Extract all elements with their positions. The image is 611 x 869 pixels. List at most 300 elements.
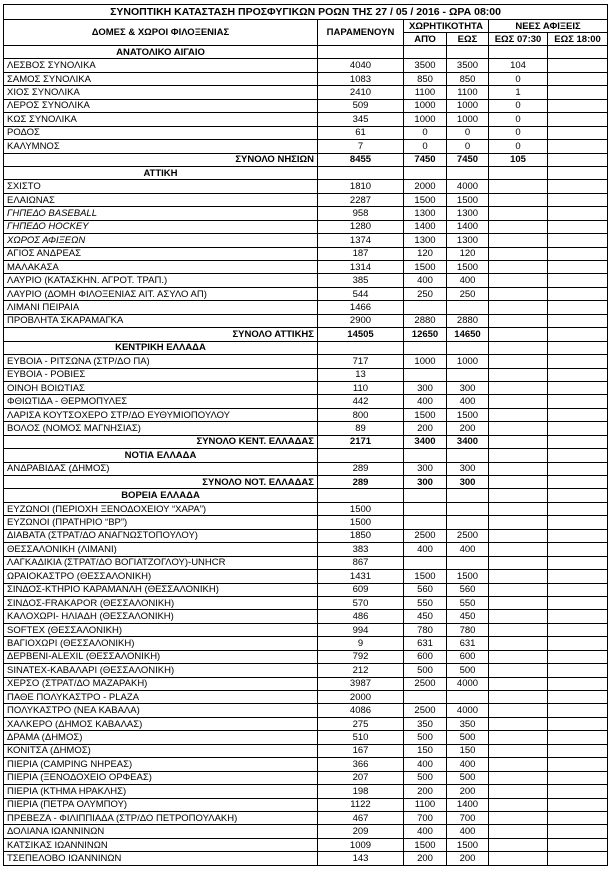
remaining-cell: 13 — [318, 368, 404, 381]
arrivals-1800-cell — [548, 838, 608, 851]
capacity-from-cell: 1100 — [404, 798, 447, 811]
capacity-to-cell: 400 — [447, 758, 489, 771]
arrivals-1800-cell — [548, 691, 608, 704]
table-row — [4, 314, 608, 327]
remaining-cell: 209 — [318, 825, 404, 838]
capacity-from-cell: 350 — [404, 717, 447, 730]
capacity-to-cell — [447, 489, 489, 502]
remaining-cell — [318, 166, 404, 179]
capacity-to-cell — [447, 166, 489, 179]
arrivals-0730-cell — [489, 207, 548, 220]
arrivals-1800-cell — [548, 570, 608, 583]
arrivals-1800-cell — [548, 852, 608, 865]
arrivals-1800-cell — [548, 261, 608, 274]
remaining-cell: 800 — [318, 408, 404, 421]
arrivals-1800-cell — [548, 368, 608, 381]
capacity-from-cell: 500 — [404, 771, 447, 784]
capacity-from-cell: 1500 — [404, 838, 447, 851]
capacity-from-cell: 1500 — [404, 570, 447, 583]
arrivals-1800-cell — [548, 664, 608, 677]
capacity-to-cell: 14650 — [447, 328, 489, 341]
refugee-flows-table — [3, 4, 608, 866]
remaining-cell — [318, 341, 404, 354]
capacity-from-cell: 120 — [404, 247, 447, 260]
remaining-cell: 2171 — [318, 435, 404, 448]
capacity-from-cell: 1100 — [404, 86, 447, 99]
remaining-cell: 509 — [318, 99, 404, 112]
table-row — [4, 731, 608, 744]
remaining-cell: 994 — [318, 623, 404, 636]
column-header-remaining: ΠΑΡΑΜΕΝΟΥΝ — [318, 20, 404, 46]
capacity-from-cell: 3400 — [404, 435, 447, 448]
capacity-from-cell: 300 — [404, 476, 447, 489]
capacity-to-cell: 0 — [447, 126, 489, 139]
arrivals-1800-cell — [548, 408, 608, 421]
arrivals-1800-cell — [548, 502, 608, 515]
remaining-cell: 609 — [318, 583, 404, 596]
remaining-cell: 366 — [318, 758, 404, 771]
total-label: ΣΥΝΟΛΟ ΝΟΤ. ΕΛΛΑΔΑΣ — [4, 476, 318, 489]
capacity-from-cell: 150 — [404, 744, 447, 757]
remaining-cell: 61 — [318, 126, 404, 139]
remaining-cell: 2900 — [318, 314, 404, 327]
capacity-from-cell: 2500 — [404, 529, 447, 542]
table-row — [4, 368, 608, 381]
arrivals-0730-cell — [489, 825, 548, 838]
arrivals-0730-cell: 105 — [489, 153, 548, 166]
arrivals-0730-cell — [489, 328, 548, 341]
capacity-to-cell: 350 — [447, 717, 489, 730]
table-row — [4, 86, 608, 99]
capacity-to-cell: 200 — [447, 852, 489, 865]
remaining-cell: 2287 — [318, 193, 404, 206]
table-row — [4, 193, 608, 206]
table-row — [4, 207, 608, 220]
arrivals-1800-cell — [548, 126, 608, 139]
capacity-to-cell: 780 — [447, 623, 489, 636]
facility-name-cell: ΠΡΕΒΕΖΑ - ΦΙΛΙΠΠΙΑΔΑ (ΣΤΡ/ΔΟ ΠΕΤΡΟΠΟΥΛΑΚΗ) — [4, 811, 318, 824]
capacity-to-cell: 400 — [447, 274, 489, 287]
total-row — [4, 476, 608, 489]
arrivals-1800-cell — [548, 704, 608, 717]
capacity-to-cell: 1000 — [447, 113, 489, 126]
capacity-to-cell: 450 — [447, 610, 489, 623]
capacity-from-cell: 300 — [404, 462, 447, 475]
remaining-cell: 1122 — [318, 798, 404, 811]
arrivals-0730-cell — [489, 785, 548, 798]
table-row — [4, 744, 608, 757]
table-row — [4, 274, 608, 287]
table-row — [4, 758, 608, 771]
capacity-from-cell — [404, 449, 447, 462]
capacity-from-cell: 400 — [404, 758, 447, 771]
facility-name-cell: ΛΑΥΡΙΟ (ΚΑΤΑΣΚΗΝ. ΑΓΡΟΤ. ΤΡΑΠ.) — [4, 274, 318, 287]
arrivals-0730-cell — [489, 381, 548, 394]
arrivals-1800-cell — [548, 489, 608, 502]
arrivals-0730-cell: 0 — [489, 99, 548, 112]
total-row — [4, 328, 608, 341]
facility-name-cell: ΚΑΤΣΙΚΑΣ ΙΩΑΝΝΙΝΩΝ — [4, 838, 318, 851]
arrivals-0730-cell — [489, 274, 548, 287]
arrivals-0730-cell — [489, 193, 548, 206]
capacity-from-cell — [404, 691, 447, 704]
capacity-from-cell — [404, 489, 447, 502]
remaining-cell: 1280 — [318, 220, 404, 233]
arrivals-0730-cell: 0 — [489, 113, 548, 126]
facility-name-cell: ΦΘΙΩΤΙΔΑ - ΘΕΡΜΟΠΥΛΕΣ — [4, 395, 318, 408]
capacity-to-cell — [447, 556, 489, 569]
arrivals-1800-cell — [548, 328, 608, 341]
facility-name-cell: ΓΗΠΕΔΟ BASEBALL — [4, 207, 318, 220]
arrivals-1800-cell — [548, 381, 608, 394]
section-label: ΚΕΝΤΡΙΚΗ ΕΛΛΑΔΑ — [4, 341, 318, 354]
facility-name-cell: ΩΡΑΙΟΚΑΣΤΡΟ (ΘΕΣΣΑΛΟΝΙΚΗ) — [4, 570, 318, 583]
facility-name-cell: ΛΑΓΚΑΔΙΚΙΑ (ΣΤΡΑΤ/ΔΟ ΒΟΓΙΑΤΖΟΓΛΟΥ)-UNHCR — [4, 556, 318, 569]
arrivals-0730-cell — [489, 570, 548, 583]
facility-name-cell: ΣΧΙΣΤΟ — [4, 180, 318, 193]
remaining-cell: 345 — [318, 113, 404, 126]
facility-name-cell: ΕΥΒΟΙΑ - ΡΟΒΙΕΣ — [4, 368, 318, 381]
capacity-to-cell: 1400 — [447, 220, 489, 233]
capacity-from-cell: 1000 — [404, 113, 447, 126]
capacity-to-cell: 120 — [447, 247, 489, 260]
capacity-to-cell: 1500 — [447, 570, 489, 583]
capacity-to-cell — [447, 449, 489, 462]
column-header-facilities: ΔΟΜΕΣ & ΧΩΡΟΙ ΦΙΛΟΞΕΝΙΑΣ — [4, 20, 318, 46]
remaining-cell: 187 — [318, 247, 404, 260]
table-row — [4, 126, 608, 139]
capacity-from-cell: 0 — [404, 126, 447, 139]
capacity-from-cell: 1500 — [404, 261, 447, 274]
capacity-to-cell: 850 — [447, 72, 489, 85]
arrivals-0730-cell — [489, 623, 548, 636]
arrivals-0730-cell — [489, 744, 548, 757]
arrivals-1800-cell — [548, 355, 608, 368]
arrivals-0730-cell — [489, 731, 548, 744]
table-row — [4, 355, 608, 368]
arrivals-1800-cell — [548, 449, 608, 462]
arrivals-1800-cell — [548, 798, 608, 811]
total-label: ΣΥΝΟΛΟ ΝΗΣΙΩΝ — [4, 153, 318, 166]
total-row — [4, 435, 608, 448]
table-row — [4, 825, 608, 838]
facility-name-cell: ΠΡΟΒΛΗΤΑ ΣΚΑΡΑΜΑΓΚΑ — [4, 314, 318, 327]
facility-name-cell: ΚΟΝΙΤΣΑ (ΔΗΜΟΣ) — [4, 744, 318, 757]
arrivals-1800-cell — [548, 825, 608, 838]
remaining-cell: 7 — [318, 140, 404, 153]
remaining-cell: 289 — [318, 476, 404, 489]
remaining-cell: 867 — [318, 556, 404, 569]
facility-name-cell: ΠΙΕΡΙΑ (CAMPING ΝΗΡΕΑΣ) — [4, 758, 318, 771]
capacity-to-cell: 1100 — [447, 86, 489, 99]
remaining-cell: 198 — [318, 785, 404, 798]
table-row — [4, 529, 608, 542]
column-header-capacity-from: ΑΠΌ — [404, 33, 447, 46]
remaining-cell: 9 — [318, 637, 404, 650]
table-row — [4, 247, 608, 260]
arrivals-1800-cell — [548, 72, 608, 85]
table-row — [4, 113, 608, 126]
table-row — [4, 261, 608, 274]
remaining-cell: 212 — [318, 664, 404, 677]
remaining-cell: 207 — [318, 771, 404, 784]
facility-name-cell: ΠΙΕΡΙΑ (ΠΕΤΡΑ ΟΛΥΜΠΟΥ) — [4, 798, 318, 811]
arrivals-0730-cell — [489, 543, 548, 556]
capacity-from-cell: 1300 — [404, 234, 447, 247]
capacity-from-cell: 400 — [404, 274, 447, 287]
arrivals-0730-cell — [489, 408, 548, 421]
arrivals-0730-cell — [489, 314, 548, 327]
remaining-cell: 1083 — [318, 72, 404, 85]
capacity-from-cell: 0 — [404, 140, 447, 153]
capacity-to-cell — [447, 502, 489, 515]
capacity-from-cell: 200 — [404, 422, 447, 435]
remaining-cell: 14505 — [318, 328, 404, 341]
capacity-to-cell: 500 — [447, 731, 489, 744]
remaining-cell: 1500 — [318, 516, 404, 529]
remaining-cell: 1810 — [318, 180, 404, 193]
arrivals-0730-cell — [489, 771, 548, 784]
capacity-to-cell: 150 — [447, 744, 489, 757]
arrivals-1800-cell — [548, 556, 608, 569]
arrivals-0730-cell — [489, 368, 548, 381]
arrivals-1800-cell — [548, 234, 608, 247]
arrivals-1800-cell — [548, 153, 608, 166]
capacity-from-cell: 400 — [404, 825, 447, 838]
facility-name-cell: ΚΑΛΟΧΩΡΙ- ΗΛΙΑΔΗ (ΘΕΣΣΑΛΟΝΙΚΗ) — [4, 610, 318, 623]
arrivals-1800-cell — [548, 59, 608, 72]
arrivals-0730-cell — [489, 247, 548, 260]
table-row — [4, 234, 608, 247]
arrivals-0730-cell — [489, 395, 548, 408]
facility-name-cell: ΠΑΘΕ ΠΟΛΥΚΑΣΤΡΟ - PLAZA — [4, 691, 318, 704]
section-header-row — [4, 166, 608, 179]
capacity-from-cell: 1500 — [404, 408, 447, 421]
arrivals-0730-cell — [489, 220, 548, 233]
arrivals-0730-cell — [489, 180, 548, 193]
remaining-cell: 1850 — [318, 529, 404, 542]
capacity-to-cell: 300 — [447, 381, 489, 394]
table-row — [4, 691, 608, 704]
arrivals-1800-cell — [548, 771, 608, 784]
arrivals-0730-cell — [489, 610, 548, 623]
arrivals-1800-cell — [548, 637, 608, 650]
remaining-cell: 167 — [318, 744, 404, 757]
capacity-to-cell: 200 — [447, 785, 489, 798]
facility-name-cell: ΒΟΛΟΣ (ΝΟΜΟΣ ΜΑΓΝΗΣΙΑΣ) — [4, 422, 318, 435]
capacity-from-cell: 3500 — [404, 59, 447, 72]
facility-name-cell: ΛΕΡΟΣ ΣΥΝΟΛΙΚΑ — [4, 99, 318, 112]
capacity-from-cell: 1500 — [404, 193, 447, 206]
arrivals-1800-cell — [548, 46, 608, 59]
facility-name-cell: ΔΡΑΜΑ (ΔΗΜΟΣ) — [4, 731, 318, 744]
facility-name-cell: ΧΕΡΣΟ (ΣΤΡΑΤ/ΔΟ ΜΑΖΑΡΑΚΗ) — [4, 677, 318, 690]
facility-name-cell: ΚΑΛΥΜΝΟΣ — [4, 140, 318, 153]
arrivals-1800-cell — [548, 677, 608, 690]
arrivals-1800-cell — [548, 717, 608, 730]
capacity-from-cell — [404, 368, 447, 381]
table-row — [4, 717, 608, 730]
table-row — [4, 637, 608, 650]
remaining-cell: 89 — [318, 422, 404, 435]
remaining-cell: 4040 — [318, 59, 404, 72]
capacity-from-cell: 500 — [404, 664, 447, 677]
section-header-row — [4, 489, 608, 502]
arrivals-1800-cell — [548, 744, 608, 757]
arrivals-1800-cell — [548, 516, 608, 529]
arrivals-0730-cell — [489, 449, 548, 462]
capacity-to-cell: 1300 — [447, 234, 489, 247]
arrivals-1800-cell — [548, 140, 608, 153]
arrivals-1800-cell — [548, 596, 608, 609]
column-header-arrivals-0730: ΕΩΣ 07:30 — [489, 33, 548, 46]
facility-name-cell: ΜΑΛΑΚΑΣΑ — [4, 261, 318, 274]
capacity-from-cell: 400 — [404, 395, 447, 408]
arrivals-1800-cell — [548, 583, 608, 596]
arrivals-0730-cell — [489, 704, 548, 717]
capacity-to-cell: 2880 — [447, 314, 489, 327]
capacity-to-cell: 300 — [447, 476, 489, 489]
capacity-to-cell — [447, 691, 489, 704]
table-row — [4, 583, 608, 596]
arrivals-0730-cell — [489, 637, 548, 650]
table-row — [4, 811, 608, 824]
remaining-cell: 510 — [318, 731, 404, 744]
facility-name-cell: ΛΕΣΒΟΣ ΣΥΝΟΛΙΚΑ — [4, 59, 318, 72]
arrivals-0730-cell — [489, 301, 548, 314]
capacity-to-cell: 700 — [447, 811, 489, 824]
arrivals-1800-cell — [548, 610, 608, 623]
remaining-cell: 1314 — [318, 261, 404, 274]
capacity-to-cell: 2500 — [447, 529, 489, 542]
facility-name-cell: ΑΝΔΡΑΒΙΔΑΣ (ΔΗΜΟΣ) — [4, 462, 318, 475]
arrivals-0730-cell: 0 — [489, 126, 548, 139]
arrivals-1800-cell — [548, 395, 608, 408]
table-row — [4, 395, 608, 408]
capacity-to-cell: 1500 — [447, 261, 489, 274]
arrivals-0730-cell — [489, 166, 548, 179]
remaining-cell — [318, 46, 404, 59]
remaining-cell: 4086 — [318, 704, 404, 717]
capacity-from-cell — [404, 502, 447, 515]
capacity-from-cell: 500 — [404, 731, 447, 744]
arrivals-0730-cell — [489, 435, 548, 448]
arrivals-0730-cell: 0 — [489, 72, 548, 85]
capacity-from-cell: 1400 — [404, 220, 447, 233]
facility-name-cell: ΠΙΕΡΙΑ (ΞΕΝΟΔΟΧΕΙΟ ΟΡΦΕΑΣ) — [4, 771, 318, 784]
capacity-from-cell: 2500 — [404, 677, 447, 690]
capacity-from-cell: 1000 — [404, 355, 447, 368]
arrivals-0730-cell — [489, 462, 548, 475]
table-row — [4, 220, 608, 233]
facility-name-cell: ΤΣΕΠΕΛΟΒΟ ΙΩΑΝΝΙΝΩΝ — [4, 852, 318, 865]
facility-name-cell: ΡΟΔΟΣ — [4, 126, 318, 139]
remaining-cell: 792 — [318, 650, 404, 663]
column-group-capacity: ΧΩΡΗΤΙΚΟΤΗΤΑ — [404, 20, 489, 33]
facility-name-cell: ΧΑΛΚΕΡΟ (ΔΗΜΟΣ ΚΑΒΑΛΑΣ) — [4, 717, 318, 730]
arrivals-0730-cell — [489, 234, 548, 247]
arrivals-1800-cell — [548, 623, 608, 636]
remaining-cell: 143 — [318, 852, 404, 865]
section-header-row — [4, 341, 608, 354]
facility-name-cell: ΔΙΑΒΑΤΑ (ΣΤΡΑΤ/ΔΟ ΑΝΑΓΝΩΣΤΟΠΟΥΛΟΥ) — [4, 529, 318, 542]
remaining-cell: 385 — [318, 274, 404, 287]
remaining-cell: 275 — [318, 717, 404, 730]
capacity-from-cell — [404, 46, 447, 59]
arrivals-0730-cell — [489, 583, 548, 596]
arrivals-0730-cell — [489, 489, 548, 502]
facility-name-cell: ΠΟΛΥΚΑΣΤΡΟ (ΝΕΑ ΚΑΒΑΛΑ) — [4, 704, 318, 717]
facility-name-cell: ΛΙΜΑΝΙ ΠΕΙΡΑΙΑ — [4, 301, 318, 314]
capacity-to-cell: 300 — [447, 462, 489, 475]
table-row — [4, 140, 608, 153]
table-row — [4, 785, 608, 798]
capacity-to-cell: 0 — [447, 140, 489, 153]
arrivals-0730-cell — [489, 355, 548, 368]
facility-name-cell: ΕΥΖΩΝΟΙ (ΠΡΑΤΗΡΙΟ “BP”) — [4, 516, 318, 529]
remaining-cell — [318, 449, 404, 462]
capacity-to-cell — [447, 368, 489, 381]
capacity-to-cell: 4000 — [447, 180, 489, 193]
arrivals-0730-cell — [489, 664, 548, 677]
facility-name-cell: ΛΑΥΡΙΟ (ΔΟΜΗ ΦΙΛΟΞΕΝΙΑΣ ΑΙΤ. ΑΣΥΛΟ ΑΠ) — [4, 287, 318, 300]
capacity-from-cell — [404, 556, 447, 569]
column-header-arrivals-1800: ΕΩΣ 18:00 — [548, 33, 608, 46]
capacity-from-cell: 400 — [404, 543, 447, 556]
remaining-cell: 544 — [318, 287, 404, 300]
facility-name-cell: ΔΟΛΙΑΝΑ ΙΩΑΝΝΙΝΩΝ — [4, 825, 318, 838]
section-header-row — [4, 449, 608, 462]
table-row — [4, 677, 608, 690]
table-row — [4, 610, 608, 623]
capacity-from-cell — [404, 301, 447, 314]
table-row — [4, 59, 608, 72]
facility-name-cell: ΣΑΜΟΣ ΣΥΝΟΛΙΚΑ — [4, 72, 318, 85]
facility-name-cell: ΚΩΣ ΣΥΝΟΛΙΚΑ — [4, 113, 318, 126]
capacity-from-cell: 550 — [404, 596, 447, 609]
capacity-to-cell: 250 — [447, 287, 489, 300]
arrivals-0730-cell — [489, 556, 548, 569]
capacity-to-cell — [447, 46, 489, 59]
table-row — [4, 180, 608, 193]
capacity-from-cell — [404, 166, 447, 179]
facility-name-cell: SOFTEX (ΘΕΣΣΑΛΟΝΙΚΗ) — [4, 623, 318, 636]
table-row — [4, 852, 608, 865]
capacity-from-cell — [404, 341, 447, 354]
arrivals-1800-cell — [548, 314, 608, 327]
remaining-cell: 958 — [318, 207, 404, 220]
arrivals-0730-cell — [489, 46, 548, 59]
total-label: ΣΥΝΟΛΟ ΑΤΤΙΚΗΣ — [4, 328, 318, 341]
capacity-from-cell: 450 — [404, 610, 447, 623]
arrivals-1800-cell — [548, 529, 608, 542]
arrivals-0730-cell — [489, 422, 548, 435]
facility-name-cell: ΕΛΑΙΩΝΑΣ — [4, 193, 318, 206]
capacity-to-cell: 560 — [447, 583, 489, 596]
arrivals-1800-cell — [548, 476, 608, 489]
facility-name-cell: ΣΙΝΔΟΣ-FRAKAPOR (ΘΕΣΣΑΛΟΝΙΚΗ) — [4, 596, 318, 609]
arrivals-0730-cell — [489, 596, 548, 609]
facility-name-cell: ΧΩΡΟΣ ΑΦΙΞΕΩΝ — [4, 234, 318, 247]
capacity-to-cell — [447, 301, 489, 314]
capacity-to-cell: 600 — [447, 650, 489, 663]
arrivals-0730-cell — [489, 717, 548, 730]
table-header — [4, 5, 608, 46]
table-row — [4, 408, 608, 421]
remaining-cell: 442 — [318, 395, 404, 408]
facility-name-cell: ΣΙΝΔΟΣ-ΚΤΗΡΙΟ ΚΑΡΑΜΑΝΛΗ (ΘΕΣΣΑΛΟΝΙΚΗ) — [4, 583, 318, 596]
table-row — [4, 99, 608, 112]
